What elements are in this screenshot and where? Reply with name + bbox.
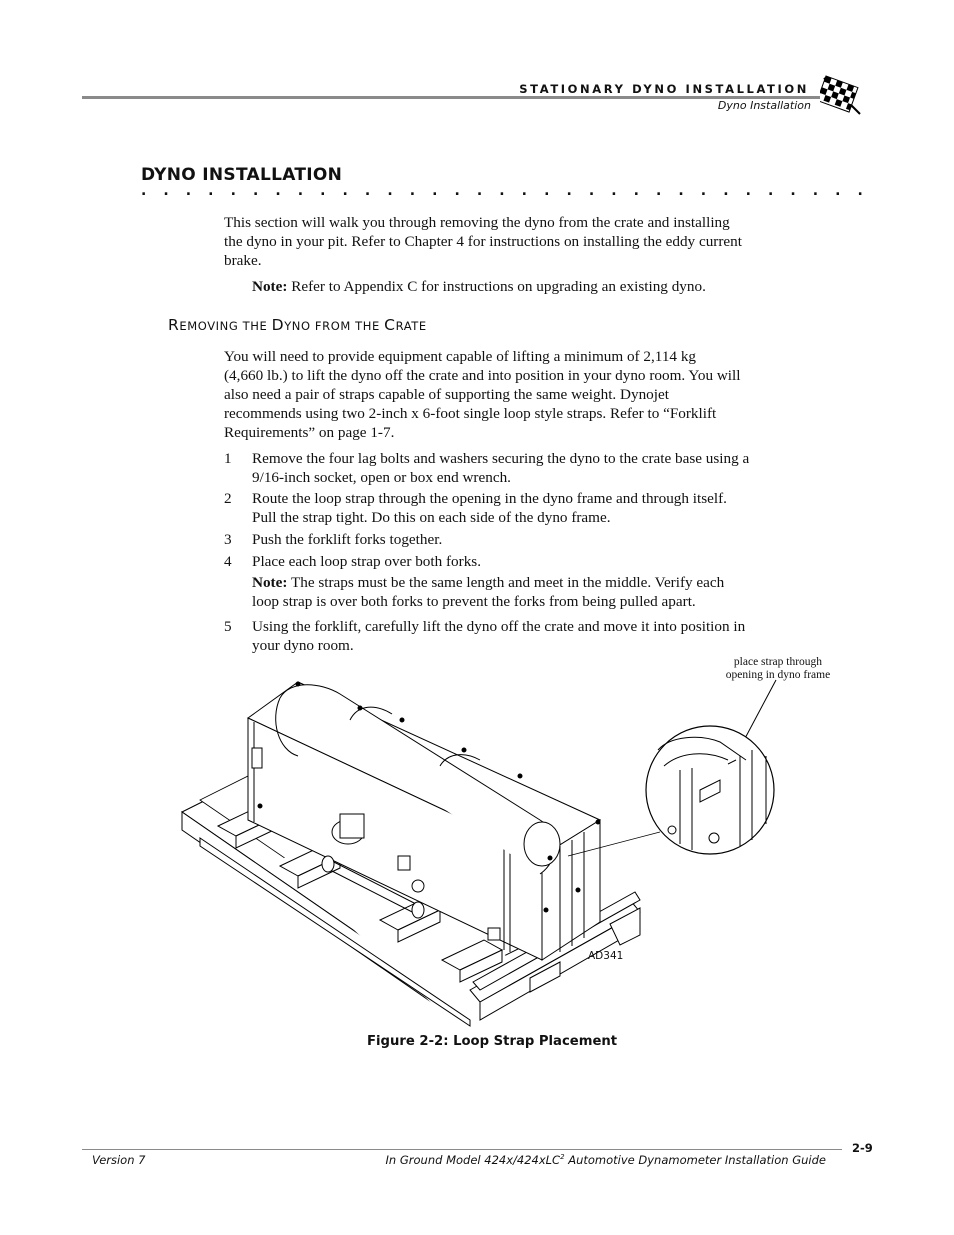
- req-line: You will need to provide equipment capable of lifting a minimum of 2,114 kg: [224, 348, 697, 365]
- step-text: Route the loop strap through the opening in the dyno frame and through itself.: [252, 490, 727, 507]
- step-text: Pull the strap tight. Do this on each side of the dyno frame.: [252, 509, 611, 526]
- heading-cap: D: [271, 316, 285, 334]
- running-header-title: STATIONARY DYNO INSTALLATION: [519, 82, 809, 96]
- heading-smallcaps: YNO FROM THE: [284, 319, 385, 333]
- note-text: The straps must be the same length and meet in the middle. Verify each: [287, 574, 725, 591]
- req-line: recommends using two 2-inch x 6-foot single loop style straps. Refer to “Forklift: [224, 405, 717, 422]
- step-text: your dyno room.: [252, 637, 354, 654]
- step-number: 2: [224, 490, 232, 507]
- figure-id: AD341: [588, 950, 624, 962]
- intro-line: brake.: [224, 252, 262, 269]
- running-header-subtitle: Dyno Installation: [717, 99, 811, 112]
- step-text: 9/16-inch socket, open or box end wrench.: [252, 469, 511, 486]
- callout-line: opening in dyno frame: [725, 669, 831, 681]
- requirements-paragraph: [224, 347, 824, 442]
- req-line: also need a pair of straps capable of supporting the same weight. Dynojet: [224, 386, 669, 403]
- strap-callout: [704, 656, 852, 682]
- detail-magnifier: [646, 726, 774, 854]
- heading-cap: R: [168, 316, 180, 334]
- note-label: Note:: [252, 278, 288, 295]
- note-appendix: [252, 277, 852, 296]
- step-number: 3: [224, 531, 232, 548]
- footer-title-text: In Ground Model 424x/424xLC: [385, 1153, 561, 1167]
- heading-cap: C: [384, 316, 396, 334]
- checkered-flag-icon: [820, 74, 868, 116]
- req-line: Requirements” on page 1-7.: [224, 424, 395, 441]
- step-text: Remove the four lag bolts and washers securing the dyno to the crate base using a: [252, 450, 750, 467]
- note-text: Refer to Appendix C for instructions on upgrading an existing dyno.: [287, 278, 706, 295]
- footer-version: Version 7: [92, 1153, 146, 1167]
- req-line: (4,660 lb.) to lift the dyno off the crate and into position in your dyno room. You will: [224, 367, 741, 384]
- step-text: Place each loop strap over both forks.: [252, 553, 482, 570]
- step-number: 1: [224, 450, 232, 467]
- intro-line: the dyno in your pit. Refer to Chapter 4 for instructions on installing the eddy current: [224, 233, 742, 250]
- callout-line: place strap through: [733, 656, 823, 668]
- frame-plate: [252, 748, 262, 768]
- step-text: Push the forklift forks together.: [252, 531, 443, 548]
- intro-line: This section will walk you through removing the dyno from the crate and installing: [224, 214, 730, 231]
- subsection-heading: [168, 316, 427, 334]
- intro-paragraph: [224, 213, 824, 270]
- step-number: 4: [224, 553, 232, 570]
- dotted-rule: . . . . . . . . . . . . . . . . . . . . . . . . . . . . . . . . .: [141, 183, 869, 199]
- footer-title-text: Automotive Dynamometer Installation Guide: [564, 1153, 826, 1167]
- heading-smallcaps: RATE: [395, 319, 427, 333]
- page-number: 2-9: [852, 1141, 873, 1155]
- note-label: Note:: [252, 574, 288, 591]
- dyno-crate-illustration: [180, 660, 850, 1030]
- figure-caption: Figure 2-2: Loop Strap Placement: [367, 1034, 618, 1049]
- section-heading: DYNO INSTALLATION: [141, 165, 343, 185]
- footer-title: [386, 1153, 826, 1167]
- note-text: loop strap is over both forks to prevent the forks from being pulled apart.: [252, 593, 696, 610]
- heading-smallcaps: EMOVING THE: [179, 319, 272, 333]
- frame-plate: [488, 928, 500, 940]
- step-number: 5: [224, 618, 232, 635]
- footer-rule: [82, 1149, 842, 1150]
- step-text: Using the forklift, carefully lift the dyno off the crate and move it into position in: [252, 618, 746, 635]
- footer-title-sup: 2: [560, 1153, 565, 1162]
- header-rule: [82, 96, 822, 99]
- note-straps: [252, 573, 824, 611]
